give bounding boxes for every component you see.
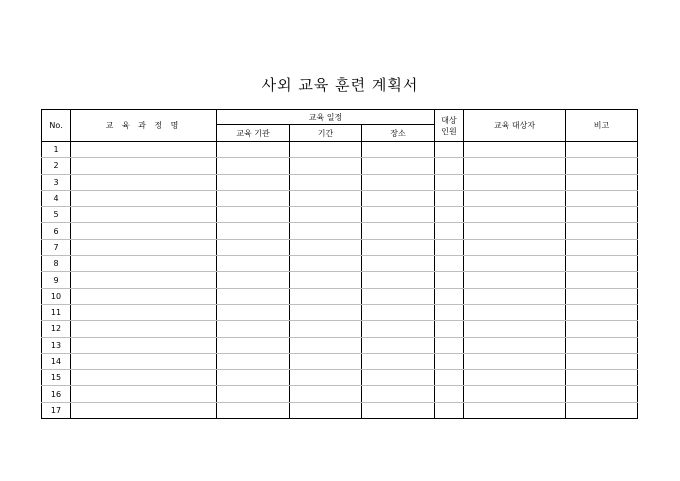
cell-target[interactable] [464, 223, 566, 239]
cell-place[interactable] [362, 304, 435, 320]
table-row [42, 370, 638, 386]
row-number: 12 [42, 321, 71, 337]
cell-headcount[interactable] [435, 386, 464, 402]
cell-target[interactable] [464, 370, 566, 386]
cell-target[interactable] [464, 174, 566, 190]
cell-place[interactable] [362, 158, 435, 174]
cell-remarks[interactable] [566, 370, 638, 386]
header-schedule: 교육 일정 [217, 110, 435, 125]
table-row [42, 304, 638, 320]
cell-headcount[interactable] [435, 256, 464, 272]
cell-course-name[interactable] [71, 256, 217, 272]
cell-place[interactable] [362, 370, 435, 386]
cell-course-name[interactable] [71, 386, 217, 402]
header-headcount-line1: 대상 [441, 115, 457, 125]
cell-headcount[interactable] [435, 337, 464, 353]
cell-period[interactable] [290, 223, 362, 239]
cell-remarks[interactable] [566, 353, 638, 369]
row-number: 10 [42, 288, 71, 304]
table-row [42, 321, 638, 337]
cell-target[interactable] [464, 386, 566, 402]
header-remarks: 비고 [566, 110, 638, 142]
cell-place[interactable] [362, 256, 435, 272]
cell-institution[interactable] [217, 158, 290, 174]
cell-period[interactable] [290, 304, 362, 320]
cell-institution[interactable] [217, 239, 290, 255]
cell-period[interactable] [290, 142, 362, 158]
cell-institution[interactable] [217, 370, 290, 386]
header-course-name: 교 육 과 정 명 [71, 110, 217, 142]
cell-place[interactable] [362, 272, 435, 288]
table-row [42, 174, 638, 190]
cell-target[interactable] [464, 288, 566, 304]
table-row [42, 207, 638, 223]
cell-course-name[interactable] [71, 321, 217, 337]
cell-place[interactable] [362, 402, 435, 418]
header-target: 교육 대상자 [464, 110, 566, 142]
row-number: 3 [42, 174, 71, 190]
table-body [42, 142, 638, 419]
cell-institution[interactable] [217, 402, 290, 418]
row-number: 13 [42, 337, 71, 353]
cell-period[interactable] [290, 256, 362, 272]
cell-headcount[interactable] [435, 321, 464, 337]
cell-institution[interactable] [217, 272, 290, 288]
cell-period[interactable] [290, 402, 362, 418]
cell-place[interactable] [362, 190, 435, 206]
cell-place[interactable] [362, 223, 435, 239]
header-period: 기간 [290, 125, 362, 142]
cell-course-name[interactable] [71, 158, 217, 174]
cell-course-name[interactable] [71, 304, 217, 320]
page-title: 사외 교육 훈련 계획서 [261, 76, 419, 94]
cell-place[interactable] [362, 288, 435, 304]
cell-course-name[interactable] [71, 353, 217, 369]
cell-target[interactable] [464, 304, 566, 320]
cell-headcount[interactable] [435, 158, 464, 174]
table-row [42, 337, 638, 353]
cell-institution[interactable] [217, 353, 290, 369]
table-row [42, 288, 638, 304]
cell-period[interactable] [290, 321, 362, 337]
cell-headcount[interactable] [435, 190, 464, 206]
row-number: 17 [42, 402, 71, 418]
cell-course-name[interactable] [71, 207, 217, 223]
cell-target[interactable] [464, 207, 566, 223]
cell-institution[interactable] [217, 223, 290, 239]
header-headcount [435, 110, 464, 142]
table-row [42, 272, 638, 288]
cell-place[interactable] [362, 174, 435, 190]
cell-remarks[interactable] [566, 272, 638, 288]
cell-remarks[interactable] [566, 288, 638, 304]
cell-target[interactable] [464, 239, 566, 255]
cell-institution[interactable] [217, 256, 290, 272]
cell-remarks[interactable] [566, 223, 638, 239]
cell-target[interactable] [464, 337, 566, 353]
cell-target[interactable] [464, 158, 566, 174]
table-row [42, 142, 638, 158]
cell-period[interactable] [290, 190, 362, 206]
cell-target[interactable] [464, 402, 566, 418]
cell-course-name[interactable] [71, 288, 217, 304]
table-row [42, 353, 638, 369]
cell-remarks[interactable] [566, 402, 638, 418]
cell-remarks[interactable] [566, 304, 638, 320]
training-plan-table [41, 109, 638, 419]
cell-headcount[interactable] [435, 304, 464, 320]
cell-period[interactable] [290, 288, 362, 304]
cell-period[interactable] [290, 337, 362, 353]
row-number: 11 [42, 304, 71, 320]
cell-period[interactable] [290, 158, 362, 174]
cell-headcount[interactable] [435, 353, 464, 369]
cell-institution[interactable] [217, 190, 290, 206]
cell-remarks[interactable] [566, 386, 638, 402]
cell-headcount[interactable] [435, 288, 464, 304]
row-number: 2 [42, 158, 71, 174]
cell-place[interactable] [362, 239, 435, 255]
cell-target[interactable] [464, 142, 566, 158]
cell-remarks[interactable] [566, 207, 638, 223]
cell-place[interactable] [362, 353, 435, 369]
cell-course-name[interactable] [71, 239, 217, 255]
cell-period[interactable] [290, 370, 362, 386]
cell-period[interactable] [290, 353, 362, 369]
cell-headcount[interactable] [435, 370, 464, 386]
cell-remarks[interactable] [566, 239, 638, 255]
cell-course-name[interactable] [71, 142, 217, 158]
cell-remarks[interactable] [566, 256, 638, 272]
cell-course-name[interactable] [71, 370, 217, 386]
cell-remarks[interactable] [566, 190, 638, 206]
row-number: 9 [42, 272, 71, 288]
header-no: No. [42, 110, 71, 142]
cell-period[interactable] [290, 207, 362, 223]
row-number: 1 [42, 142, 71, 158]
cell-course-name[interactable] [71, 337, 217, 353]
cell-course-name[interactable] [71, 402, 217, 418]
cell-period[interactable] [290, 239, 362, 255]
cell-place[interactable] [362, 207, 435, 223]
cell-headcount[interactable] [435, 272, 464, 288]
cell-institution[interactable] [217, 142, 290, 158]
cell-course-name[interactable] [71, 272, 217, 288]
row-number: 4 [42, 190, 71, 206]
header-place: 장소 [362, 125, 435, 142]
cell-institution[interactable] [217, 321, 290, 337]
cell-institution[interactable] [217, 337, 290, 353]
cell-target[interactable] [464, 256, 566, 272]
table-row [42, 402, 638, 418]
cell-place[interactable] [362, 321, 435, 337]
cell-remarks[interactable] [566, 337, 638, 353]
cell-remarks[interactable] [566, 174, 638, 190]
cell-target[interactable] [464, 272, 566, 288]
row-number: 8 [42, 256, 71, 272]
cell-target[interactable] [464, 353, 566, 369]
cell-headcount[interactable] [435, 239, 464, 255]
cell-institution[interactable] [217, 386, 290, 402]
cell-course-name[interactable] [71, 190, 217, 206]
cell-period[interactable] [290, 174, 362, 190]
cell-institution[interactable] [217, 207, 290, 223]
cell-target[interactable] [464, 190, 566, 206]
cell-remarks[interactable] [566, 158, 638, 174]
row-number: 6 [42, 223, 71, 239]
cell-remarks[interactable] [566, 142, 638, 158]
table-row [42, 239, 638, 255]
cell-remarks[interactable] [566, 321, 638, 337]
cell-headcount[interactable] [435, 207, 464, 223]
row-number: 14 [42, 353, 71, 369]
table-row [42, 190, 638, 206]
cell-period[interactable] [290, 272, 362, 288]
table-row [42, 223, 638, 239]
cell-course-name[interactable] [71, 223, 217, 239]
cell-place[interactable] [362, 386, 435, 402]
row-number: 7 [42, 239, 71, 255]
row-number: 16 [42, 386, 71, 402]
table-row [42, 158, 638, 174]
cell-course-name[interactable] [71, 174, 217, 190]
cell-headcount[interactable] [435, 223, 464, 239]
cell-place[interactable] [362, 142, 435, 158]
row-number: 5 [42, 207, 71, 223]
cell-institution[interactable] [217, 304, 290, 320]
cell-period[interactable] [290, 386, 362, 402]
table-row [42, 386, 638, 402]
header-institution: 교육 기관 [217, 125, 290, 142]
cell-target[interactable] [464, 321, 566, 337]
row-number: 15 [42, 370, 71, 386]
cell-headcount[interactable] [435, 142, 464, 158]
cell-headcount[interactable] [435, 402, 464, 418]
cell-headcount[interactable] [435, 174, 464, 190]
table-row [42, 256, 638, 272]
cell-place[interactable] [362, 337, 435, 353]
cell-institution[interactable] [217, 174, 290, 190]
header-headcount-line2: 인원 [441, 126, 457, 136]
cell-institution[interactable] [217, 288, 290, 304]
